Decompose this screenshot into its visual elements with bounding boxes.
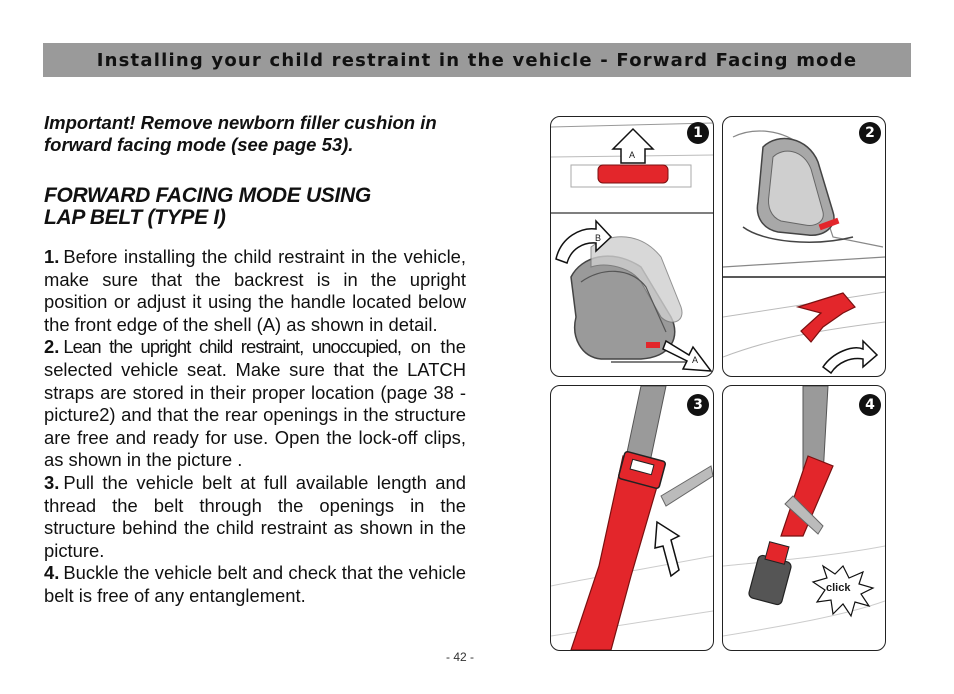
header-bar [43, 43, 911, 77]
step-number: 4. [44, 562, 60, 584]
figure-4-illustration [723, 386, 885, 650]
step-number: 2. [44, 336, 60, 358]
step-4 [44, 562, 466, 607]
section-title-line2: LAP BELT (TYPE I) [44, 206, 226, 229]
figure-panel-2 [722, 116, 886, 377]
step-text-lead: Lean the upright child restraint, unoccupied, [63, 336, 402, 358]
step-number: 3. [44, 471, 60, 493]
label-a: A [629, 150, 636, 160]
step-3 [44, 472, 466, 562]
figure-2-illustration [723, 117, 885, 376]
page-number: - 42 - [445, 650, 474, 664]
page-title: Installing your child restraint in the vehicle - Forward Facing mode [96, 49, 858, 71]
click-label: click [826, 582, 851, 594]
figure-number-badge: 2 [859, 122, 881, 144]
figure-panel-1 [550, 116, 714, 377]
label-b: B [595, 233, 602, 243]
step-1 [44, 246, 466, 336]
section-title-line1: FORWARD FACING MODE USING [44, 184, 371, 207]
step-text: Buckle the vehicle belt and check that the vehicle belt is free of any entanglement. [44, 562, 466, 606]
figure-3-illustration [551, 386, 713, 650]
figure-panel-3 [550, 385, 714, 651]
section-title [44, 185, 474, 229]
important-note: Important! Remove newborn filler cushion in forward facing mode (see page 53). [44, 112, 437, 155]
step-text: Pull the vehicle belt at full available length and thread the belt through the openings in the structure behind the child restraint as shown in the picture. [44, 471, 466, 561]
instruction-steps [44, 246, 466, 608]
figure-number-badge: 4 [859, 394, 881, 416]
step-text: Before installing the child restraint in the vehicle, make sure that the backrest is in the upright position or adjust it using the handle located below the front edge of the shell (A) as shown in detail. [44, 246, 466, 335]
figure-number-badge: 3 [687, 394, 709, 416]
figure-panel-4 [722, 385, 886, 651]
figure-number-badge: 1 [687, 122, 709, 144]
label-a: A [692, 355, 699, 365]
step-text: on the selected vehicle seat. Make sure that the LATCH straps are stored in their proper location (page 38 - picture2) and that the rear openings in the structure are free and ready for use. Open the lock-off clips, as shown in the picture . [44, 336, 466, 471]
step-number: 1. [44, 246, 60, 267]
step-2 [44, 336, 466, 472]
